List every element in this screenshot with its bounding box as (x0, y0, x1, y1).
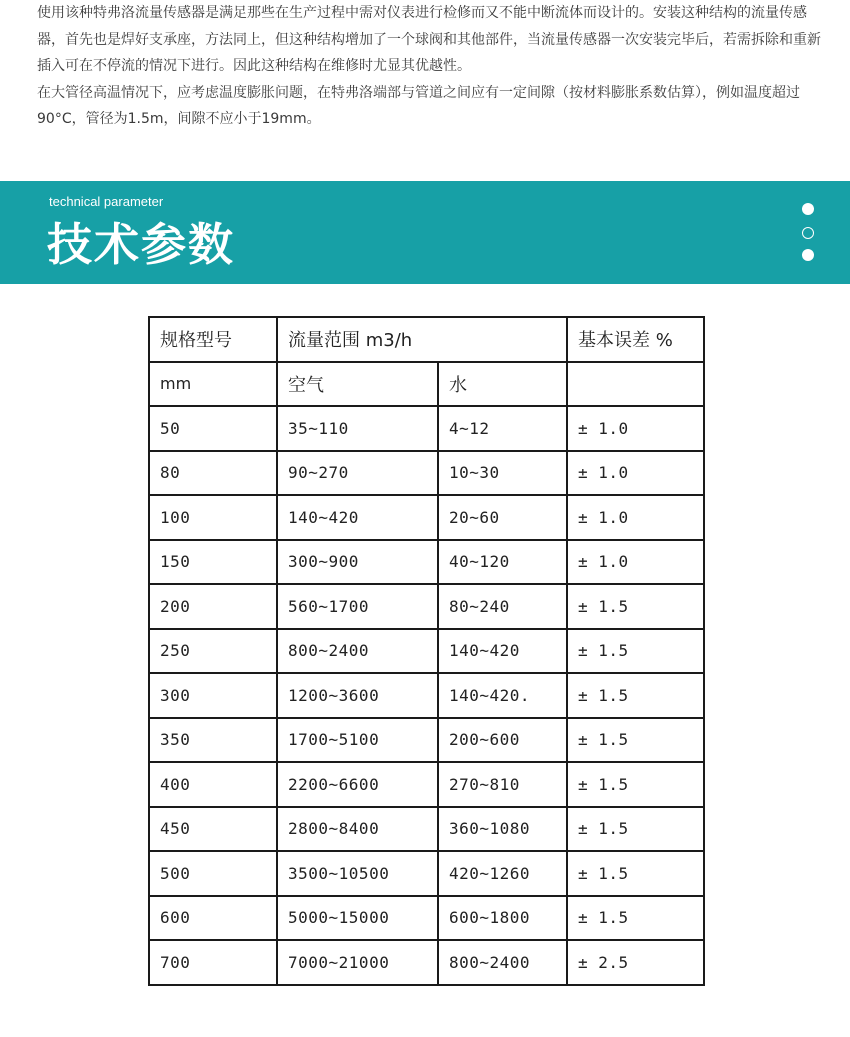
cell-error: ± 1.0 (567, 495, 704, 540)
spec-table (148, 316, 705, 986)
section-banner (0, 181, 850, 284)
cell-size: 200 (149, 584, 277, 629)
cell-size: 450 (149, 807, 277, 852)
table-row (149, 584, 704, 629)
cell-water: 40~120 (438, 540, 567, 585)
cell-error: ± 1.0 (567, 451, 704, 496)
cell-size: 350 (149, 718, 277, 763)
subheader-unit: mm (149, 362, 277, 407)
table-row (149, 540, 704, 585)
cell-air: 35~110 (277, 406, 438, 451)
table-row (149, 762, 704, 807)
table-row (149, 451, 704, 496)
cell-error: ± 1.5 (567, 851, 704, 896)
cell-water: 800~2400 (438, 940, 567, 985)
table-row (149, 495, 704, 540)
cell-error: ± 1.5 (567, 673, 704, 718)
table-row (149, 629, 704, 674)
header-model: 规格型号 (149, 317, 277, 362)
cell-air: 560~1700 (277, 584, 438, 629)
cell-size: 50 (149, 406, 277, 451)
header-flow-range: 流量范围 m3/h (277, 317, 567, 362)
cell-air: 2800~8400 (277, 807, 438, 852)
cell-size: 400 (149, 762, 277, 807)
cell-air: 3500~10500 (277, 851, 438, 896)
cell-water: 600~1800 (438, 896, 567, 941)
dot-indicator-1-icon (802, 203, 814, 215)
table-row (149, 851, 704, 896)
cell-air: 1200~3600 (277, 673, 438, 718)
table-row (149, 896, 704, 941)
dot-indicator-2-icon (802, 227, 814, 239)
table-row (149, 406, 704, 451)
intro-paragraph-2: 在大管径高温情况下，应考虑温度膨胀问题，在特弗洛端部与管道之间应有一定间隙（按材料膨胀系数估算），例如温度超过90°C，管径为1.5m，间隙不应小于19mm。 (37, 84, 800, 127)
cell-water: 4~12 (438, 406, 567, 451)
cell-size: 500 (149, 851, 277, 896)
cell-size: 80 (149, 451, 277, 496)
subheader-air: 空气 (277, 362, 438, 407)
cell-error: ± 1.5 (567, 896, 704, 941)
table-subheader-row (149, 362, 704, 407)
cell-error: ± 1.5 (567, 629, 704, 674)
cell-size: 100 (149, 495, 277, 540)
banner-subtitle: technical parameter (49, 194, 164, 209)
cell-air: 300~900 (277, 540, 438, 585)
cell-size: 300 (149, 673, 277, 718)
cell-water: 420~1260 (438, 851, 567, 896)
table-row (149, 718, 704, 763)
cell-error: ± 1.5 (567, 718, 704, 763)
cell-size: 600 (149, 896, 277, 941)
cell-error: ± 1.0 (567, 406, 704, 451)
cell-error: ± 1.0 (567, 540, 704, 585)
cell-air: 800~2400 (277, 629, 438, 674)
subheader-blank (567, 362, 704, 407)
intro-paragraph-1: 使用该种特弗洛流量传感器是满足那些在生产过程中需对仪表进行检修而又不能中断流体而设计的。安装这种结构的流量传感器，首先也是焊好支承座，方法同上，但这种结构增加了一个球阀和其他部件，当流量传感器一次安装完毕后，若需拆除和重新插入可在不停流的情况下进行。因此这种结构在维修时尤显其优越性。 (37, 5, 821, 74)
cell-air: 90~270 (277, 451, 438, 496)
table-row (149, 673, 704, 718)
cell-air: 2200~6600 (277, 762, 438, 807)
cell-error: ± 2.5 (567, 940, 704, 985)
cell-size: 700 (149, 940, 277, 985)
cell-water: 270~810 (438, 762, 567, 807)
cell-water: 140~420 (438, 629, 567, 674)
cell-water: 360~1080 (438, 807, 567, 852)
banner-title: 技术参数 (47, 218, 236, 271)
cell-error: ± 1.5 (567, 762, 704, 807)
cell-water: 140~420. (438, 673, 567, 718)
cell-air: 7000~21000 (277, 940, 438, 985)
dot-indicator-3-icon (802, 249, 814, 261)
table-row (149, 940, 704, 985)
header-error: 基本误差 % (567, 317, 704, 362)
table-header-row (149, 317, 704, 362)
intro-text (37, 0, 822, 133)
cell-water: 200~600 (438, 718, 567, 763)
cell-error: ± 1.5 (567, 584, 704, 629)
cell-water: 80~240 (438, 584, 567, 629)
cell-size: 250 (149, 629, 277, 674)
cell-air: 5000~15000 (277, 896, 438, 941)
cell-air: 140~420 (277, 495, 438, 540)
table-row (149, 807, 704, 852)
cell-water: 10~30 (438, 451, 567, 496)
cell-error: ± 1.5 (567, 807, 704, 852)
cell-air: 1700~5100 (277, 718, 438, 763)
cell-water: 20~60 (438, 495, 567, 540)
cell-size: 150 (149, 540, 277, 585)
subheader-water: 水 (438, 362, 567, 407)
